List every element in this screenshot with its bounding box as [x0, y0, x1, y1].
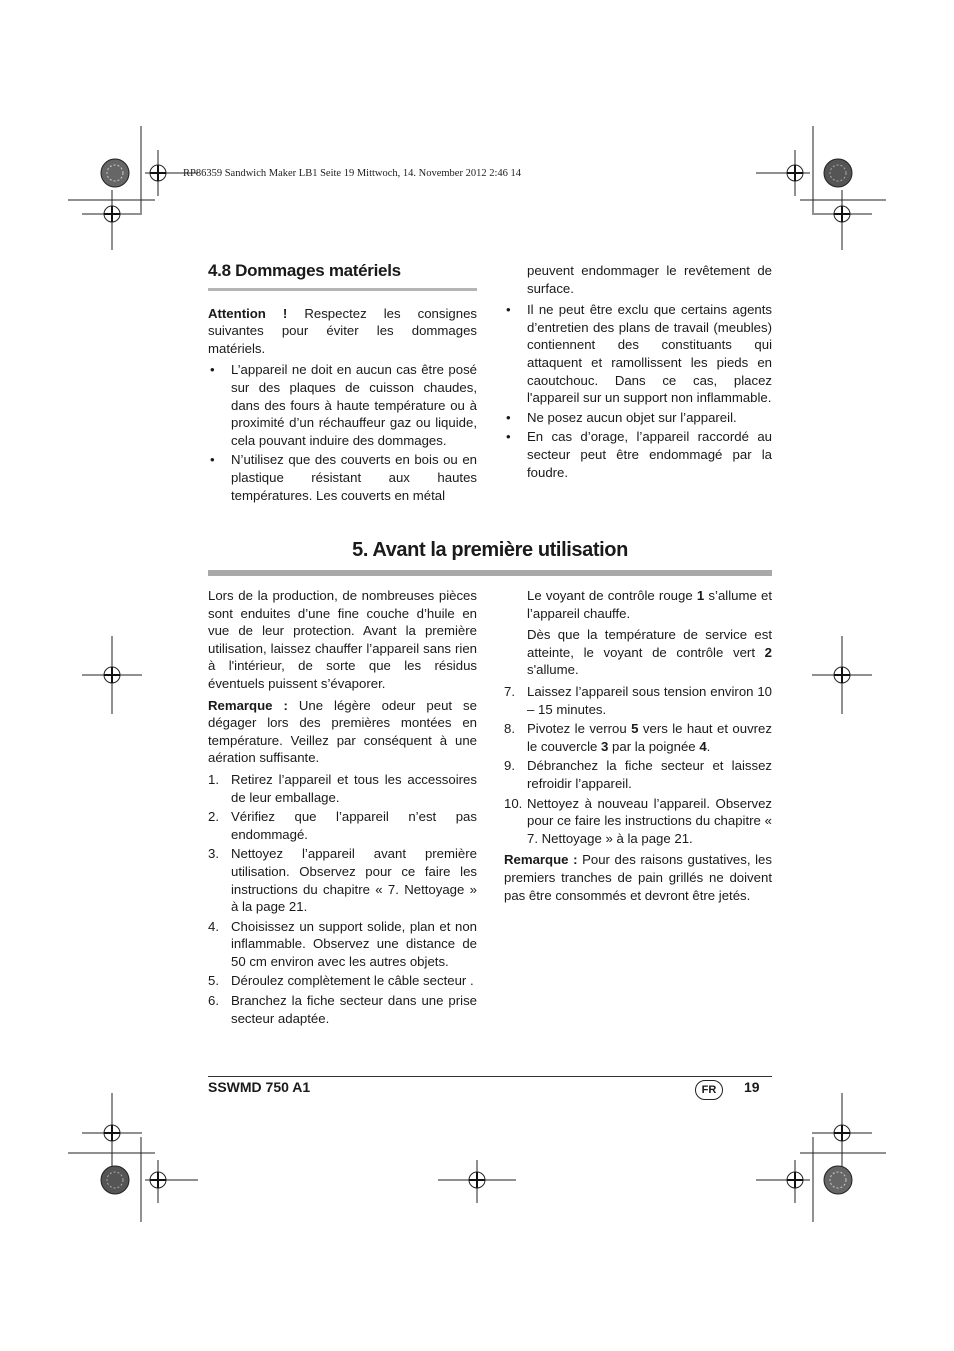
ref-number: 1 — [696, 588, 705, 603]
steps-list-left — [208, 771, 477, 1027]
step-text: Nettoyez à nouveau l’appareil. Observez pour ce faire les instructions du chapitre « 7. Nettoyage » à la page 21. — [527, 795, 772, 846]
text-run: s'allume. — [527, 662, 579, 678]
note-paragraph — [504, 851, 772, 904]
step-text: Déroulez complètement le câble secteur . — [231, 973, 474, 989]
step-number: 9. — [504, 758, 515, 774]
step-text: Branchez la fiche secteur dans une prise secteur adaptée. — [231, 993, 477, 1026]
text-run: . — [706, 738, 711, 754]
note-label: Remarque : — [504, 852, 578, 868]
heading-rule — [208, 288, 477, 291]
step-text: Vérifiez que l’appareil n’est pas endommagé. — [231, 809, 477, 842]
step6-continuation-a — [504, 587, 772, 622]
section-4-8-left-column — [208, 262, 477, 508]
text-run: vers le haut et ouvrez le couvercle — [527, 721, 772, 754]
text-run: par la poignée — [608, 738, 700, 754]
section-heading-4-8: 4.8 Dommages matériels — [208, 261, 401, 280]
step-text: Laissez l’appareil sous tension environ 10 – 15 minutes. — [527, 683, 772, 717]
list-item — [504, 757, 772, 792]
list-item — [208, 845, 477, 915]
language-badge: FR — [695, 1080, 723, 1100]
ref-number: 4 — [699, 738, 707, 754]
print-header: RP86359 Sandwich Maker LB1 Seite 19 Mittwoch, 14. November 2012 2:46 14 — [183, 168, 522, 179]
list-item — [504, 720, 772, 755]
list-item — [208, 771, 477, 806]
list-item — [208, 918, 477, 971]
footer-rule — [208, 1076, 772, 1077]
step-number: 5. — [208, 973, 219, 989]
step-text: Nettoyez l’appareil avant première utilisation. Observez pour ce faire les instructions du chapitre « 7. Nettoyage » à la page 21. — [231, 846, 477, 915]
note-text: Pour des raisons gustatives, les premiers tranches de pain grillés ne doivent pas être consommés et devront être jetés. — [504, 852, 772, 903]
step-number: 3. — [208, 846, 219, 862]
section-5-right-column — [504, 587, 772, 908]
section-5-left-column — [208, 587, 477, 1031]
step-text: Retirez l’appareil et tous les accessoires de leur emballage. — [231, 771, 477, 805]
list-item: • L’appareil ne doit en aucun cas être posé sur des plaques de cuisson chaudes, dans des fours à haute température ou à proximité d’un réchauffeur gaz ou liquide, cela pouvant induire des dommages. — [208, 361, 477, 449]
step-number: 8. — [504, 721, 515, 737]
list-item — [208, 972, 477, 990]
list-item: • Il ne peut être exclu que certains agents d’entretien des plans de travail (meubles) contiennent des constituants qui attaquent et ramollissent les pieds en caoutchouc. Dans ce cas, placez l'appareil sur un support non inflammable. — [504, 301, 772, 407]
continuation-text: peuvent endommager le revêtement de surface. — [527, 263, 772, 296]
list-item — [504, 683, 772, 718]
step-text: Choisissez un support solide, plan et non inflammable. Observez une distance de 50 cm environ avec les autres objets. — [231, 918, 477, 969]
ref-number: 5 — [631, 721, 639, 737]
list-item — [504, 795, 772, 848]
attention-label: Attention ! — [208, 305, 288, 321]
step-number: 2. — [208, 809, 219, 825]
step-number: 10. — [504, 795, 523, 811]
step-number: 7. — [504, 683, 515, 699]
text-run: Dès que la température de service est atteinte, le voyant de contrôle vert — [527, 627, 772, 660]
step6-continuation-b — [504, 626, 772, 679]
list-item: • Ne posez aucun objet sur l’appareil. — [504, 409, 772, 427]
footer-model: SSWMD 750 A1 — [208, 1079, 311, 1095]
bullet-list-left — [208, 361, 477, 504]
list-item: • N’utilisez que des couverts en bois ou en plastique résistant aux hautes températures. Les couverts en métal — [208, 451, 477, 504]
text-run: Le voyant de contrôle rouge — [527, 588, 697, 603]
section-heading-5: 5. Avant la première utilisation — [352, 539, 628, 561]
text-run: Pivotez le verrou — [527, 721, 632, 737]
text-run: s’allume et l’appareil chauffe. — [527, 588, 773, 621]
steps-list-right — [504, 683, 772, 847]
bullet-list-right — [504, 301, 772, 481]
ref-number: 2 — [764, 644, 772, 660]
attention-paragraph — [208, 305, 477, 358]
note-text: Une légère odeur peut se dégager lors des premières montées en température. Veillez par conséquent à une aération suffisante. — [208, 697, 477, 766]
section-heading-rule — [208, 570, 772, 576]
step-number: 1. — [208, 771, 219, 787]
section-4-8-right-column — [504, 262, 772, 485]
page-number: 19 — [744, 1079, 760, 1095]
note-label: Remarque : — [208, 697, 288, 713]
list-item: • En cas d’orage, l’appareil raccordé au secteur peut être endommagé par la foudre. — [504, 428, 772, 481]
note-paragraph — [208, 697, 477, 767]
step-number: 6. — [208, 993, 219, 1009]
list-item — [208, 992, 477, 1027]
step-text: Débranchez la fiche secteur et laissez refroidir l’appareil. — [527, 758, 772, 791]
ref-number: 3 — [601, 738, 609, 754]
intro-paragraph: Lors de la production, de nombreuses pièces sont enduites d’une fine couche d’huile en vue de leur protection. Avant la première utilisation, laissez chauffer l’appareil sans rien à l'intérieur, de sorte que les résidus éventuels puissent s’évaporer. — [208, 588, 477, 691]
list-item — [208, 808, 477, 843]
step-number: 4. — [208, 918, 219, 934]
attention-text: Respectez les consignes suivantes pour éviter les dommages matériels. — [208, 305, 477, 356]
